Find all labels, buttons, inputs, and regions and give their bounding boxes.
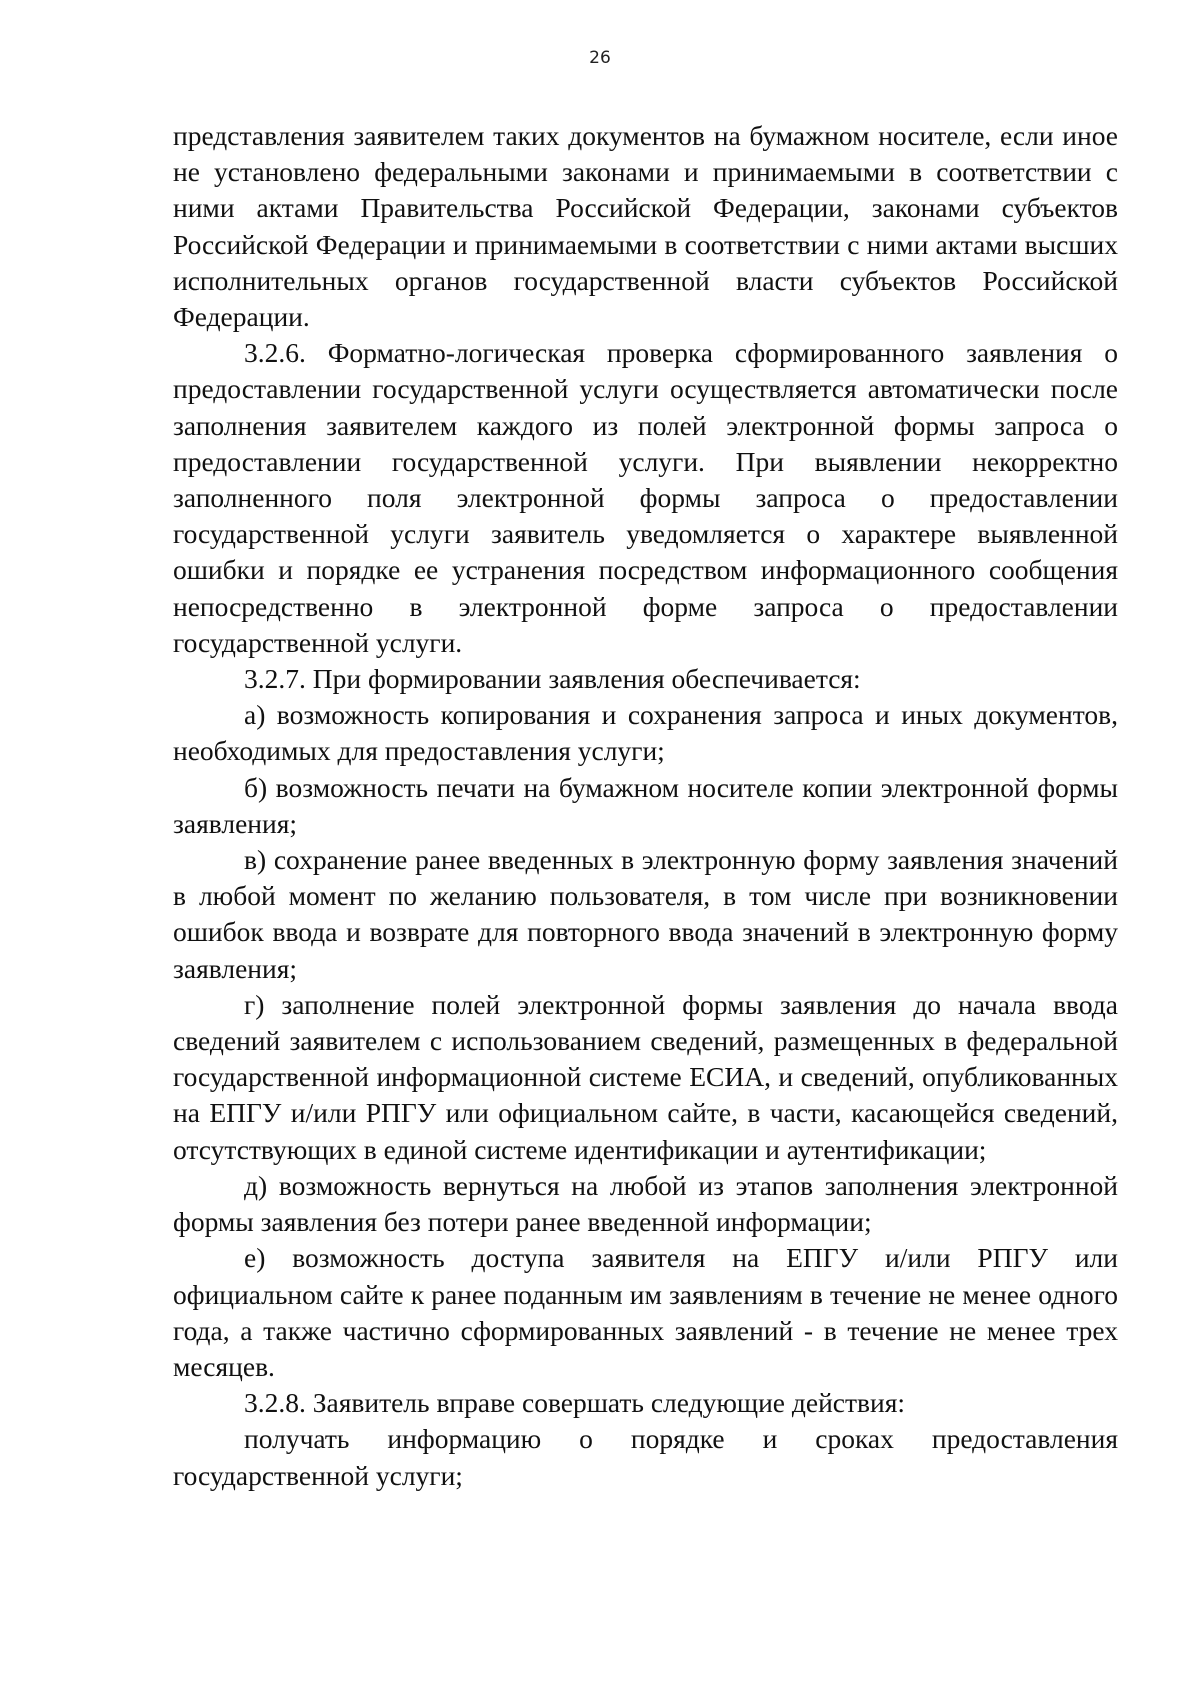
paragraph-action-item: получать информацию о порядке и сроках предоставления государственной услуги; — [173, 1423, 1118, 1491]
paragraph-3-2-8: 3.2.8. Заявитель вправе совершать следующие действия: — [244, 1387, 906, 1419]
list-item-b: б) возможность печати на бумажном носителе копии электронной формы заявления; — [173, 771, 1118, 839]
paragraph-3-2-6: 3.2.6. Форматно-логическая проверка сформированного заявления о предоставлении государственной услуги осуществляется автоматически после заполнения заявителем каждого из полей электронной формы запроса о предоставлении государственной услуги. При выявлении некорректно заполненного поля электронной формы запроса о предоставлении государственной услуги заявитель уведомляется о характере выявленной ошибки и порядке ее устранения посредством информационного сообщения непосредственно в электронной форме запроса о предоставлении государственной услуги. — [173, 337, 1118, 658]
list-item-e: е) возможность доступа заявителя на ЕПГУ и/или РПГУ или официальном сайте к ранее поданным им заявлениям в течение не менее одного года, а также частично сформированных заявлений - в течение не менее трех месяцев. — [173, 1242, 1118, 1382]
list-item-d: д) возможность вернуться на любой из этапов заполнения электронной формы заявления без потери ранее введенной информации; — [173, 1169, 1118, 1238]
paragraph-continuation: представления заявителем таких документов на бумажном носителе, если иное не установлено федеральными законами и принимаемыми в соответствии с ними актами Правительства Российской Федерации, законами субъектов Российской Федерации и принимаемыми в соответствии с ними актами высших исполнительных органов государственной власти субъектов Российской Федерации. — [173, 120, 1118, 333]
document-body — [173, 118, 1118, 1494]
list-item-v: в) сохранение ранее введенных в электронную форму заявления значений в любой момент по желанию пользователя, в том числе при возникновении ошибок ввода и возврате для повторного ввода значений в электронную форму заявления; — [173, 844, 1118, 984]
list-item-g: г) заполнение полей электронной формы заявления до начала ввода сведений заявителем с использованием сведений, размещенных в федеральной государственной информационной системе ЕСИА, и сведений, опубликованных на ЕПГУ и/или РПГУ или официальном сайте, в части, касающейся сведений, отсутствующих в единой системе идентификации и аутентификации; — [173, 988, 1118, 1165]
page-number: 26 — [589, 48, 611, 68]
list-item-a: а) возможность копирования и сохранения запроса и иных документов, необходимых для предоставления услуги; — [173, 699, 1118, 767]
paragraph-3-2-7: 3.2.7. При формировании заявления обеспечивается: — [244, 663, 861, 695]
